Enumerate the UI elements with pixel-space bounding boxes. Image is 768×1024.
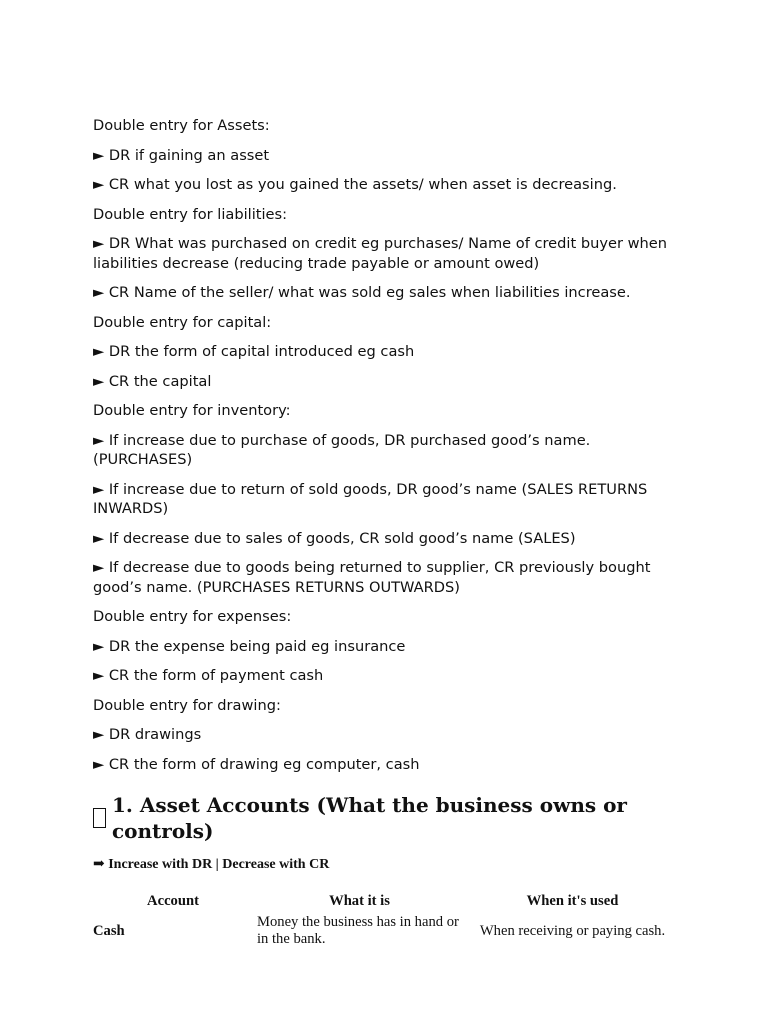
paragraph: Double entry for Assets: [93, 117, 270, 134]
section-heading [93, 792, 683, 844]
paragraph: Double entry for inventory: [93, 402, 291, 419]
paragraph: ► CR the form of payment cash [93, 667, 324, 684]
document-page [93, 116, 683, 950]
paragraph: ► CR the capital [93, 372, 212, 390]
paragraph: Double entry for capital: [93, 313, 272, 331]
paragraph: ► If decrease due to sales of goods, CR sold good’s name (SALES) [93, 529, 576, 547]
paragraph: ► If decrease due to goods being returned to supplier, CR previously bought good’s name. (PURCHASES RETURNS OUTWARDS) [93, 559, 651, 596]
account-cell: Cash [93, 922, 125, 939]
accounts-table [91, 891, 681, 950]
paragraph: ► DR the expense being paid eg insurance [93, 637, 406, 655]
what-it-is-cell: Money the business has in hand or in the bank. [257, 914, 459, 947]
when-used-cell: When receiving or paying cash. [479, 922, 666, 939]
paragraph: Double entry for drawing: [93, 696, 281, 714]
paragraph-list [93, 116, 683, 774]
table-header-row [91, 891, 681, 912]
paragraph: ► If increase due to return of sold goods, DR good’s name (SALES RETURNS INWARDS) [93, 480, 648, 517]
missing-glyph-icon [93, 808, 106, 828]
paragraph: ► DR drawings [93, 726, 202, 743]
paragraph: ► CR Name of the seller/ what was sold eg sales when liabilities increase. [93, 284, 631, 301]
paragraph: ► DR if gaining an asset [93, 146, 270, 164]
table-row [91, 912, 681, 950]
paragraph: ► If increase due to purchase of goods, DR purchased good’s name. (PURCHASES) [93, 431, 591, 468]
paragraph: ► DR the form of capital introduced eg cash [93, 343, 415, 360]
column-header-what-it-is: What it is [329, 893, 390, 909]
paragraph: Double entry for expenses: [93, 608, 292, 625]
section-heading-text: 1. Asset Accounts (What the business owns or controls) [111, 793, 627, 843]
section-subheading: ➡ Increase with DR | Decrease with CR [93, 857, 330, 872]
paragraph: Double entry for liabilities: [93, 205, 288, 223]
column-header-account: Account [147, 893, 199, 909]
paragraph: ► DR What was purchased on credit eg purchases/ Name of credit buyer when liabilities decrease (reducing trade payable or amount owed) [93, 235, 668, 272]
paragraph: ► CR the form of drawing eg computer, cash [93, 755, 420, 773]
paragraph: ► CR what you lost as you gained the assets/ when asset is decreasing. [93, 176, 617, 193]
column-header-when-used: When it's used [526, 893, 619, 909]
